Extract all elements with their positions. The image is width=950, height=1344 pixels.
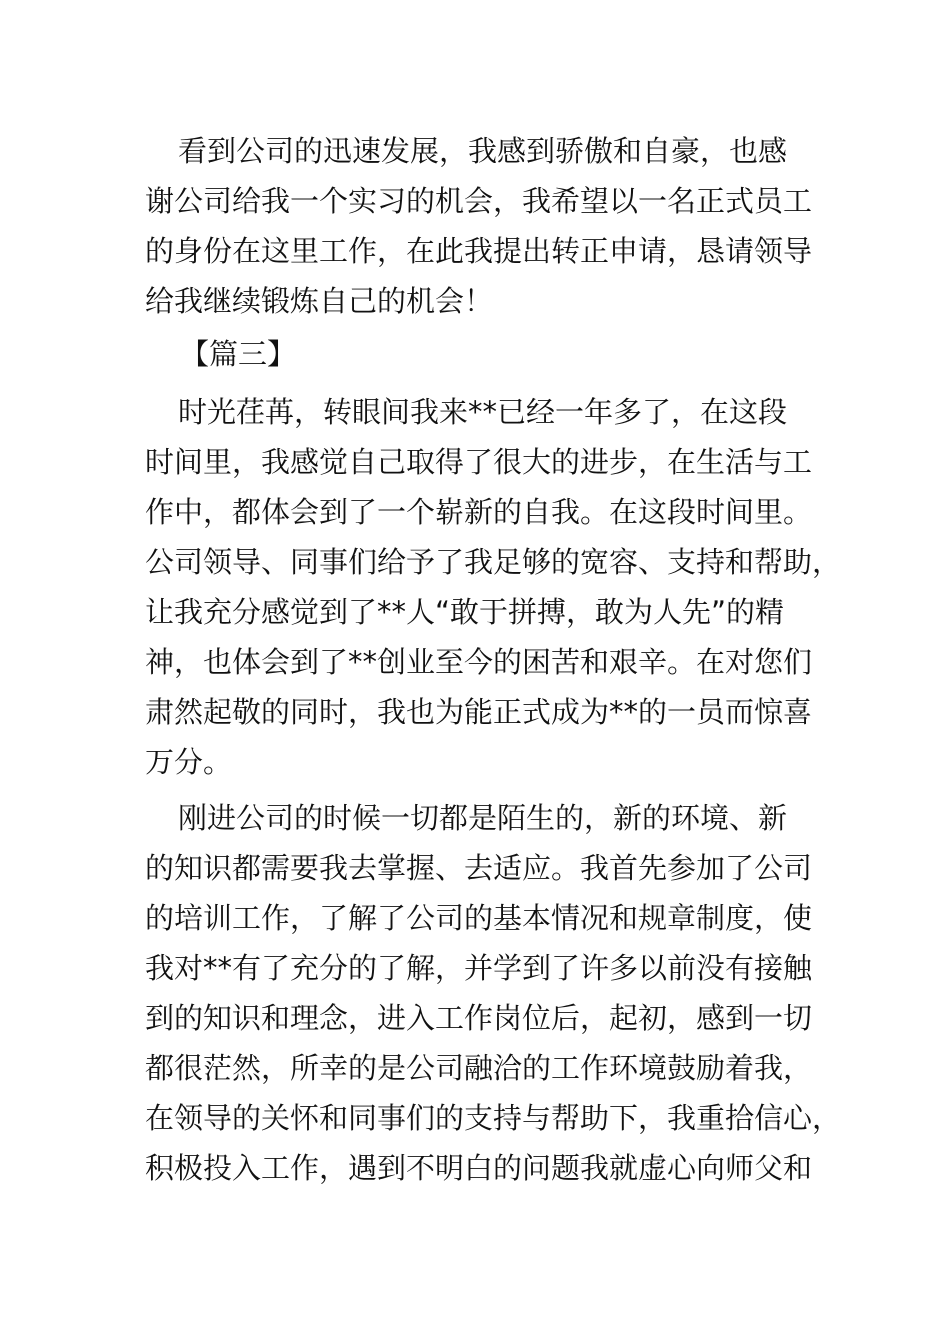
section-heading: 【篇三】 bbox=[180, 337, 297, 371]
paragraph-line: 时光荏苒，转眼间我来**已经一年多了，在这段 bbox=[178, 395, 788, 429]
paragraph-line: 看到公司的迅速发展，我感到骄傲和自豪，也感 bbox=[178, 134, 788, 168]
paragraph-line: 给我继续锻炼自己的机会！ bbox=[145, 284, 494, 318]
paragraph-line: 的知识都需要我去掌握、去适应。我首先参加了公司 bbox=[145, 851, 813, 885]
paragraph-line: 让我充分感觉到了**人“敢于拼搏，敢为人先”的精 bbox=[145, 595, 785, 629]
paragraph-line: 的身份在这里工作，在此我提出转正申请，恳请领导 bbox=[145, 234, 813, 268]
paragraph-line: 谢公司给我一个实习的机会，我希望以一名正式员工 bbox=[145, 184, 813, 218]
paragraph-line: 刚进公司的时候一切都是陌生的，新的环境、新 bbox=[178, 801, 788, 835]
paragraph-line: 的培训工作，了解了公司的基本情况和规章制度，使 bbox=[145, 901, 813, 935]
paragraph-line: 时间里，我感觉自己取得了很大的进步，在生活与工 bbox=[145, 445, 813, 479]
paragraph-line: 我对**有了充分的了解，并学到了许多以前没有接触 bbox=[145, 951, 813, 985]
paragraph-line: 神，也体会到了**创业至今的困苦和艰辛。在对您们 bbox=[145, 645, 813, 679]
paragraph-line: 作中，都体会到了一个崭新的自我。在这段时间里。 bbox=[145, 495, 813, 529]
paragraph-line: 公司领导、同事们给予了我足够的宽容、支持和帮助， bbox=[145, 545, 842, 579]
paragraph-line: 都很茫然，所幸的是公司融洽的工作环境鼓励着我， bbox=[145, 1051, 813, 1085]
paragraph-line: 积极投入工作，遇到不明白的问题我就虚心向师父和 bbox=[145, 1151, 813, 1185]
paragraph-line: 肃然起敬的同时，我也为能正式成为**的一员而惊喜 bbox=[145, 695, 813, 729]
paragraph-line: 在领导的关怀和同事们的支持与帮助下，我重拾信心， bbox=[145, 1101, 842, 1135]
paragraph-line: 万分。 bbox=[145, 745, 233, 779]
paragraph-line: 到的知识和理念，进入工作岗位后，起初，感到一切 bbox=[145, 1001, 813, 1035]
